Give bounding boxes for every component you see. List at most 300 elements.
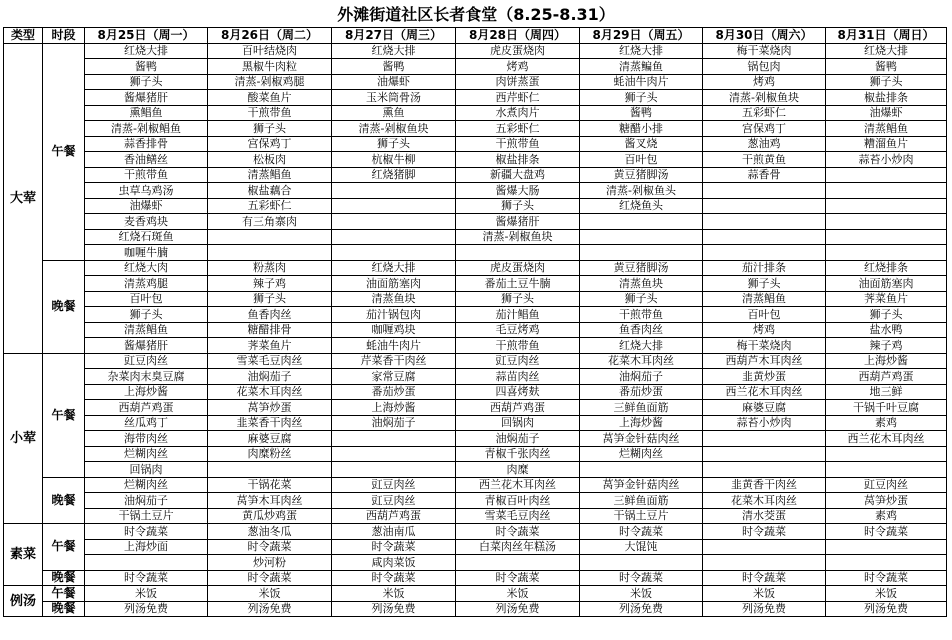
dish-cell [580,229,703,245]
dish-cell: 韭黄香干肉丝 [703,477,826,493]
table-row [4,431,947,447]
table-row [4,462,947,478]
dish-cell: 咸肉菜饭 [332,555,456,571]
dish-cell [703,462,826,478]
dish-cell: 肉饼蒸蛋 [456,74,580,90]
dish-cell [826,245,947,261]
dish-cell [456,245,580,261]
dish-cell: 海带肉丝 [85,431,208,447]
dish-cell: 时令蔬菜 [456,524,580,540]
table-row [4,570,947,586]
dish-cell: 糖醋小排 [580,121,703,137]
dish-cell: 酱爆大肠 [456,183,580,199]
dish-cell: 椒盐排条 [456,152,580,168]
dish-cell: 酱叉烧 [580,136,703,152]
dish-cell: 清蒸-剁椒鱼头 [580,183,703,199]
dish-cell: 茄汁鲳鱼 [456,307,580,323]
dish-cell: 五彩虾仁 [703,105,826,121]
dish-cell: 雪菜毛豆肉丝 [456,508,580,524]
dish-cell: 红烧鱼头 [580,198,703,214]
dish-cell: 上海炒酱 [580,415,703,431]
dish-cell: 烤鸡 [703,322,826,338]
dish-cell: 时令蔬菜 [456,570,580,586]
table-row [4,183,947,199]
table-row [4,477,947,493]
dish-cell [826,462,947,478]
dish-cell [332,183,456,199]
table-row [4,198,947,214]
dish-cell [703,214,826,230]
dish-cell: 蒜苔小炒肉 [703,415,826,431]
dish-cell: 松板肉 [208,152,332,168]
table-row [4,555,947,571]
dish-cell: 红烧大排 [332,43,456,59]
dish-cell: 米饭 [85,586,208,602]
dish-cell: 番茄炒蛋 [580,384,703,400]
dish-cell: 毛豆烤鸡 [456,322,580,338]
dish-cell: 回锅肉 [85,462,208,478]
dish-cell: 莴笋炒蛋 [826,493,947,509]
table-row [4,214,947,230]
table-row [4,105,947,121]
dish-cell: 油焖茄子 [332,415,456,431]
dish-cell: 地三鲜 [826,384,947,400]
dish-cell: 酱鸭 [580,105,703,121]
dish-cell: 素鸡 [826,508,947,524]
dish-cell: 红烧大肉 [85,260,208,276]
dish-cell: 烂糊肉丝 [85,477,208,493]
dish-cell: 时令蔬菜 [703,570,826,586]
dish-cell: 狮子头 [85,307,208,323]
dish-cell [826,214,947,230]
dish-cell [703,245,826,261]
dish-cell: 杂菜肉末臭豆腐 [85,369,208,385]
dish-cell: 狮子头 [208,121,332,137]
dish-cell: 辣子鸡 [826,338,947,354]
meal-period-cell: 午餐 [43,353,85,477]
header-day: 8月31日（周日） [826,28,947,44]
dish-cell: 狮子头 [332,136,456,152]
dish-cell [826,229,947,245]
dish-cell: 西葫芦鸡蛋 [85,400,208,416]
dish-cell: 三鲜鱼面筋 [580,400,703,416]
dish-cell: 清蒸鲳鱼 [208,167,332,183]
dish-cell: 韭黄炒蛋 [703,369,826,385]
dish-cell: 蒜香骨 [703,167,826,183]
dish-cell [332,229,456,245]
dish-cell: 烂糊肉丝 [580,446,703,462]
dish-cell: 狮子头 [703,276,826,292]
table-row [4,353,947,369]
dish-cell [703,555,826,571]
dish-cell: 红烧排条 [826,260,947,276]
dish-cell [332,245,456,261]
dish-cell: 熏鱼 [332,105,456,121]
dish-cell: 莴笋金针菇肉丝 [580,431,703,447]
dish-cell: 花菜木耳肉丝 [580,353,703,369]
dish-cell: 清水茭蛋 [703,508,826,524]
dish-cell: 西兰花木耳肉丝 [826,431,947,447]
dish-cell: 三鲜鱼面筋 [580,493,703,509]
dish-cell: 家常豆腐 [332,369,456,385]
meal-period-cell: 午餐 [43,43,85,260]
dish-cell: 油面筋塞肉 [332,276,456,292]
dish-cell: 清蒸-剁椒鱼块 [332,121,456,137]
dish-cell: 葱油南瓜 [332,524,456,540]
dish-cell [580,214,703,230]
dish-cell: 清蒸鸡腿 [85,276,208,292]
dish-cell: 清蒸鲳鱼 [85,322,208,338]
dish-cell: 时令蔬菜 [85,524,208,540]
dish-cell: 时令蔬菜 [332,539,456,555]
dish-cell: 盐水鸭 [826,322,947,338]
dish-cell: 列汤免费 [332,601,456,617]
dish-cell: 西葫芦鸡蛋 [332,508,456,524]
dish-cell: 西芹虾仁 [456,90,580,106]
dish-cell: 麻婆豆腐 [703,400,826,416]
dish-cell: 杭椒牛柳 [332,152,456,168]
dish-cell: 油焖茄子 [85,493,208,509]
dish-cell: 列汤免费 [826,601,947,617]
category-cell: 小荤 [4,353,43,524]
dish-cell: 干锅土豆片 [85,508,208,524]
dish-cell [208,462,332,478]
dish-cell: 烤鸡 [456,59,580,75]
dish-cell: 莴笋炒蛋 [208,400,332,416]
dish-cell: 黄豆猪脚汤 [580,260,703,276]
dish-cell: 麦香鸡块 [85,214,208,230]
dish-cell: 辣子鸡 [208,276,332,292]
dish-cell [332,431,456,447]
dish-cell: 百叶包 [703,307,826,323]
page-title: 外滩街道社区长者食堂（8.25-8.31） [337,5,615,24]
meal-period-cell: 午餐 [43,524,85,571]
dish-cell: 虎皮蛋烧肉 [456,43,580,59]
dish-cell: 干煎带鱼 [456,338,580,354]
dish-cell: 青椒千张肉丝 [456,446,580,462]
dish-cell: 狮子头 [456,198,580,214]
dish-cell: 时令蔬菜 [580,570,703,586]
dish-cell: 清蒸鳊鱼 [580,59,703,75]
dish-cell: 葱油鸡 [703,136,826,152]
dish-cell: 列汤免费 [208,601,332,617]
dish-cell: 回锅肉 [456,415,580,431]
dish-cell: 梅干菜烧肉 [703,338,826,354]
dish-cell: 红烧大排 [826,43,947,59]
dish-cell: 狮子头 [580,90,703,106]
dish-cell: 列汤免费 [85,601,208,617]
table-row [4,121,947,137]
dish-cell: 米饭 [456,586,580,602]
dish-cell [703,229,826,245]
dish-cell: 新疆大盘鸡 [456,167,580,183]
dish-cell: 油爆虾 [85,198,208,214]
category-cell: 素菜 [4,524,43,586]
dish-cell [826,183,947,199]
dish-cell: 黄瓜炒鸡蛋 [208,508,332,524]
dish-cell: 米饭 [826,586,947,602]
dish-cell: 西葫芦木耳肉丝 [703,353,826,369]
dish-cell: 清蒸-剁椒鸡腿 [208,74,332,90]
dish-cell: 熏鲳鱼 [85,105,208,121]
dish-cell: 狮子头 [826,307,947,323]
dish-cell: 烂糊肉丝 [85,446,208,462]
table-row [4,90,947,106]
dish-cell: 米饭 [332,586,456,602]
dish-cell: 豇豆肉丝 [456,353,580,369]
dish-cell: 酱鸭 [85,59,208,75]
dish-cell [85,555,208,571]
category-cell: 大荤 [4,43,43,353]
dish-cell: 清蒸鱼块 [332,291,456,307]
table-row [4,384,947,400]
header-day: 8月27日（周三） [332,28,456,44]
dish-cell: 四喜烤麸 [456,384,580,400]
dish-cell: 水煮肉片 [456,105,580,121]
dish-cell: 莴笋金针菇肉丝 [580,477,703,493]
dish-cell [703,183,826,199]
dish-cell: 百叶包 [85,291,208,307]
dish-cell [826,446,947,462]
meal-period-cell: 晚餐 [43,260,85,353]
dish-cell: 豇豆肉丝 [332,477,456,493]
dish-cell: 虫草乌鸡汤 [85,183,208,199]
dish-cell: 红烧大排 [580,43,703,59]
table-row [4,322,947,338]
table-row [4,446,947,462]
dish-cell: 干锅土豆片 [580,508,703,524]
dish-cell: 油焖茄子 [208,369,332,385]
table-row [4,586,947,602]
dish-cell [208,229,332,245]
dish-cell: 五彩虾仁 [456,121,580,137]
dish-cell: 红烧大排 [85,43,208,59]
dish-cell [580,245,703,261]
dish-cell: 油面筋塞肉 [826,276,947,292]
dish-cell: 西葫芦鸡蛋 [826,369,947,385]
dish-cell: 番茄炒蛋 [332,384,456,400]
dish-cell: 葱油冬瓜 [208,524,332,540]
dish-cell: 大馄饨 [580,539,703,555]
header-day: 8月26日（周二） [208,28,332,44]
dish-cell: 椒盐排条 [826,90,947,106]
dish-cell: 花菜木耳肉丝 [208,384,332,400]
table-row [4,400,947,416]
dish-cell: 蒜香排骨 [85,136,208,152]
dish-cell: 西兰花木耳肉丝 [703,384,826,400]
dish-cell: 黄豆猪脚汤 [580,167,703,183]
header-day: 8月29日（周五） [580,28,703,44]
dish-cell: 糖醋排骨 [208,322,332,338]
table-row [4,415,947,431]
dish-cell: 狮子头 [456,291,580,307]
dish-cell: 素鸡 [826,415,947,431]
dish-cell: 雪菜毛豆肉丝 [208,353,332,369]
dish-cell: 干煎带鱼 [208,105,332,121]
dish-cell: 清蒸-剁椒鲳鱼 [85,121,208,137]
dish-cell: 狮子头 [85,74,208,90]
dish-cell [332,462,456,478]
header-type: 类型 [4,28,43,44]
table-row [4,539,947,555]
dish-cell: 蚝油牛肉片 [580,74,703,90]
dish-cell: 狮子头 [826,74,947,90]
dish-cell: 干煎带鱼 [85,167,208,183]
table-row [4,291,947,307]
header-row [4,28,947,44]
dish-cell: 油焖茄子 [580,369,703,385]
dish-cell: 狮子头 [580,291,703,307]
dish-cell: 米饭 [208,586,332,602]
dish-cell: 有三角寨肉 [208,214,332,230]
menu-table [3,27,947,617]
header-day: 8月30日（周六） [703,28,826,44]
dish-cell: 时令蔬菜 [208,539,332,555]
dish-cell [703,446,826,462]
dish-cell: 蒜苔小炒肉 [826,152,947,168]
header-day: 8月25日（周一） [85,28,208,44]
dish-cell: 百叶结烧肉 [208,43,332,59]
dish-cell: 时令蔬菜 [826,570,947,586]
dish-cell: 咖喱鸡块 [332,322,456,338]
dish-cell: 红烧大排 [332,260,456,276]
dish-cell: 油焖茄子 [456,431,580,447]
dish-cell: 上海炒酱 [826,353,947,369]
dish-cell [703,431,826,447]
dish-cell: 韭菜香干肉丝 [208,415,332,431]
dish-cell: 酱爆猪肝 [85,90,208,106]
dish-cell: 时令蔬菜 [580,524,703,540]
header-period: 时段 [43,28,85,44]
dish-cell: 时令蔬菜 [85,570,208,586]
table-row [4,524,947,540]
table-row [4,136,947,152]
dish-cell: 麻婆豆腐 [208,431,332,447]
dish-cell: 梅干菜烧肉 [703,43,826,59]
dish-cell: 茄汁锅包肉 [332,307,456,323]
dish-cell: 虎皮蛋烧肉 [456,260,580,276]
dish-cell: 米饭 [580,586,703,602]
dish-cell [580,462,703,478]
dish-cell: 上海炒酱 [332,400,456,416]
table-row [4,59,947,75]
dish-cell: 西兰花木耳肉丝 [456,477,580,493]
dish-cell: 香油鳝丝 [85,152,208,168]
dish-cell [208,245,332,261]
dish-cell: 干煎带鱼 [456,136,580,152]
table-row [4,338,947,354]
table-row [4,369,947,385]
header-day: 8月28日（周四） [456,28,580,44]
meal-period-cell: 午餐 [43,586,85,602]
dish-cell: 番茄土豆牛腩 [456,276,580,292]
dish-cell: 时令蔬菜 [208,570,332,586]
dish-cell: 丝瓜鸡丁 [85,415,208,431]
dish-cell [332,214,456,230]
table-row [4,260,947,276]
table-row [4,508,947,524]
dish-cell [703,198,826,214]
dish-cell [826,539,947,555]
dish-cell [456,555,580,571]
dish-cell: 豇豆肉丝 [826,477,947,493]
dish-cell: 荠菜鱼片 [208,338,332,354]
table-row [4,74,947,90]
dish-cell: 酱爆猪肝 [456,214,580,230]
dish-cell: 清蒸-剁椒鱼块 [456,229,580,245]
dish-cell: 椒盐藕合 [208,183,332,199]
dish-cell: 上海炒酱 [85,384,208,400]
table-row [4,307,947,323]
dish-cell: 西葫芦鸡蛋 [456,400,580,416]
dish-cell [332,446,456,462]
dish-cell: 时令蔬菜 [703,524,826,540]
dish-cell: 宫保鸡丁 [703,121,826,137]
dish-cell: 干锅花菜 [208,477,332,493]
dish-cell: 酸菜鱼片 [208,90,332,106]
table-row [4,229,947,245]
dish-cell: 鱼香肉丝 [580,322,703,338]
dish-cell: 咖喱牛腩 [85,245,208,261]
dish-cell [332,198,456,214]
dish-cell: 油爆虾 [332,74,456,90]
dish-cell: 红烧猪脚 [332,167,456,183]
dish-cell: 狮子头 [208,291,332,307]
dish-cell: 烤鸡 [703,74,826,90]
dish-cell: 玉米筒骨汤 [332,90,456,106]
dish-cell [826,555,947,571]
dish-cell: 荠菜鱼片 [826,291,947,307]
dish-cell: 肉糜粉丝 [208,446,332,462]
dish-cell: 蚝油牛肉片 [332,338,456,354]
meal-period-cell: 晚餐 [43,477,85,524]
dish-cell: 清蒸-剁椒鱼块 [703,90,826,106]
dish-cell: 干锅千叶豆腐 [826,400,947,416]
dish-cell: 芹菜香干肉丝 [332,353,456,369]
dish-cell: 油爆虾 [826,105,947,121]
meal-period-cell: 晚餐 [43,570,85,586]
dish-cell [580,555,703,571]
dish-cell: 宫保鸡丁 [208,136,332,152]
table-row [4,493,947,509]
dish-cell: 炒河粉 [208,555,332,571]
dish-cell: 上海炒面 [85,539,208,555]
dish-cell: 青椒百叶肉丝 [456,493,580,509]
dish-cell: 时令蔬菜 [332,570,456,586]
dish-cell: 粉蒸肉 [208,260,332,276]
dish-cell: 蒜苗肉丝 [456,369,580,385]
dish-cell [703,539,826,555]
dish-cell: 五彩虾仁 [208,198,332,214]
dish-cell: 鱼香肉丝 [208,307,332,323]
dish-cell: 豇豆肉丝 [85,353,208,369]
dish-cell: 酱鸭 [332,59,456,75]
category-cell: 例汤 [4,586,43,617]
meal-period-cell: 晚餐 [43,601,85,617]
table-row [4,276,947,292]
dish-cell [826,198,947,214]
dish-cell: 米饭 [703,586,826,602]
dish-cell: 糟溜鱼片 [826,136,947,152]
dish-cell: 豇豆肉丝 [332,493,456,509]
dish-cell: 锅包肉 [703,59,826,75]
dish-cell: 清蒸鲳鱼 [703,291,826,307]
dish-cell: 酱鸭 [826,59,947,75]
table-row [4,245,947,261]
dish-cell: 红烧大排 [580,338,703,354]
dish-cell: 列汤免费 [580,601,703,617]
dish-cell: 花菜木耳肉丝 [703,493,826,509]
